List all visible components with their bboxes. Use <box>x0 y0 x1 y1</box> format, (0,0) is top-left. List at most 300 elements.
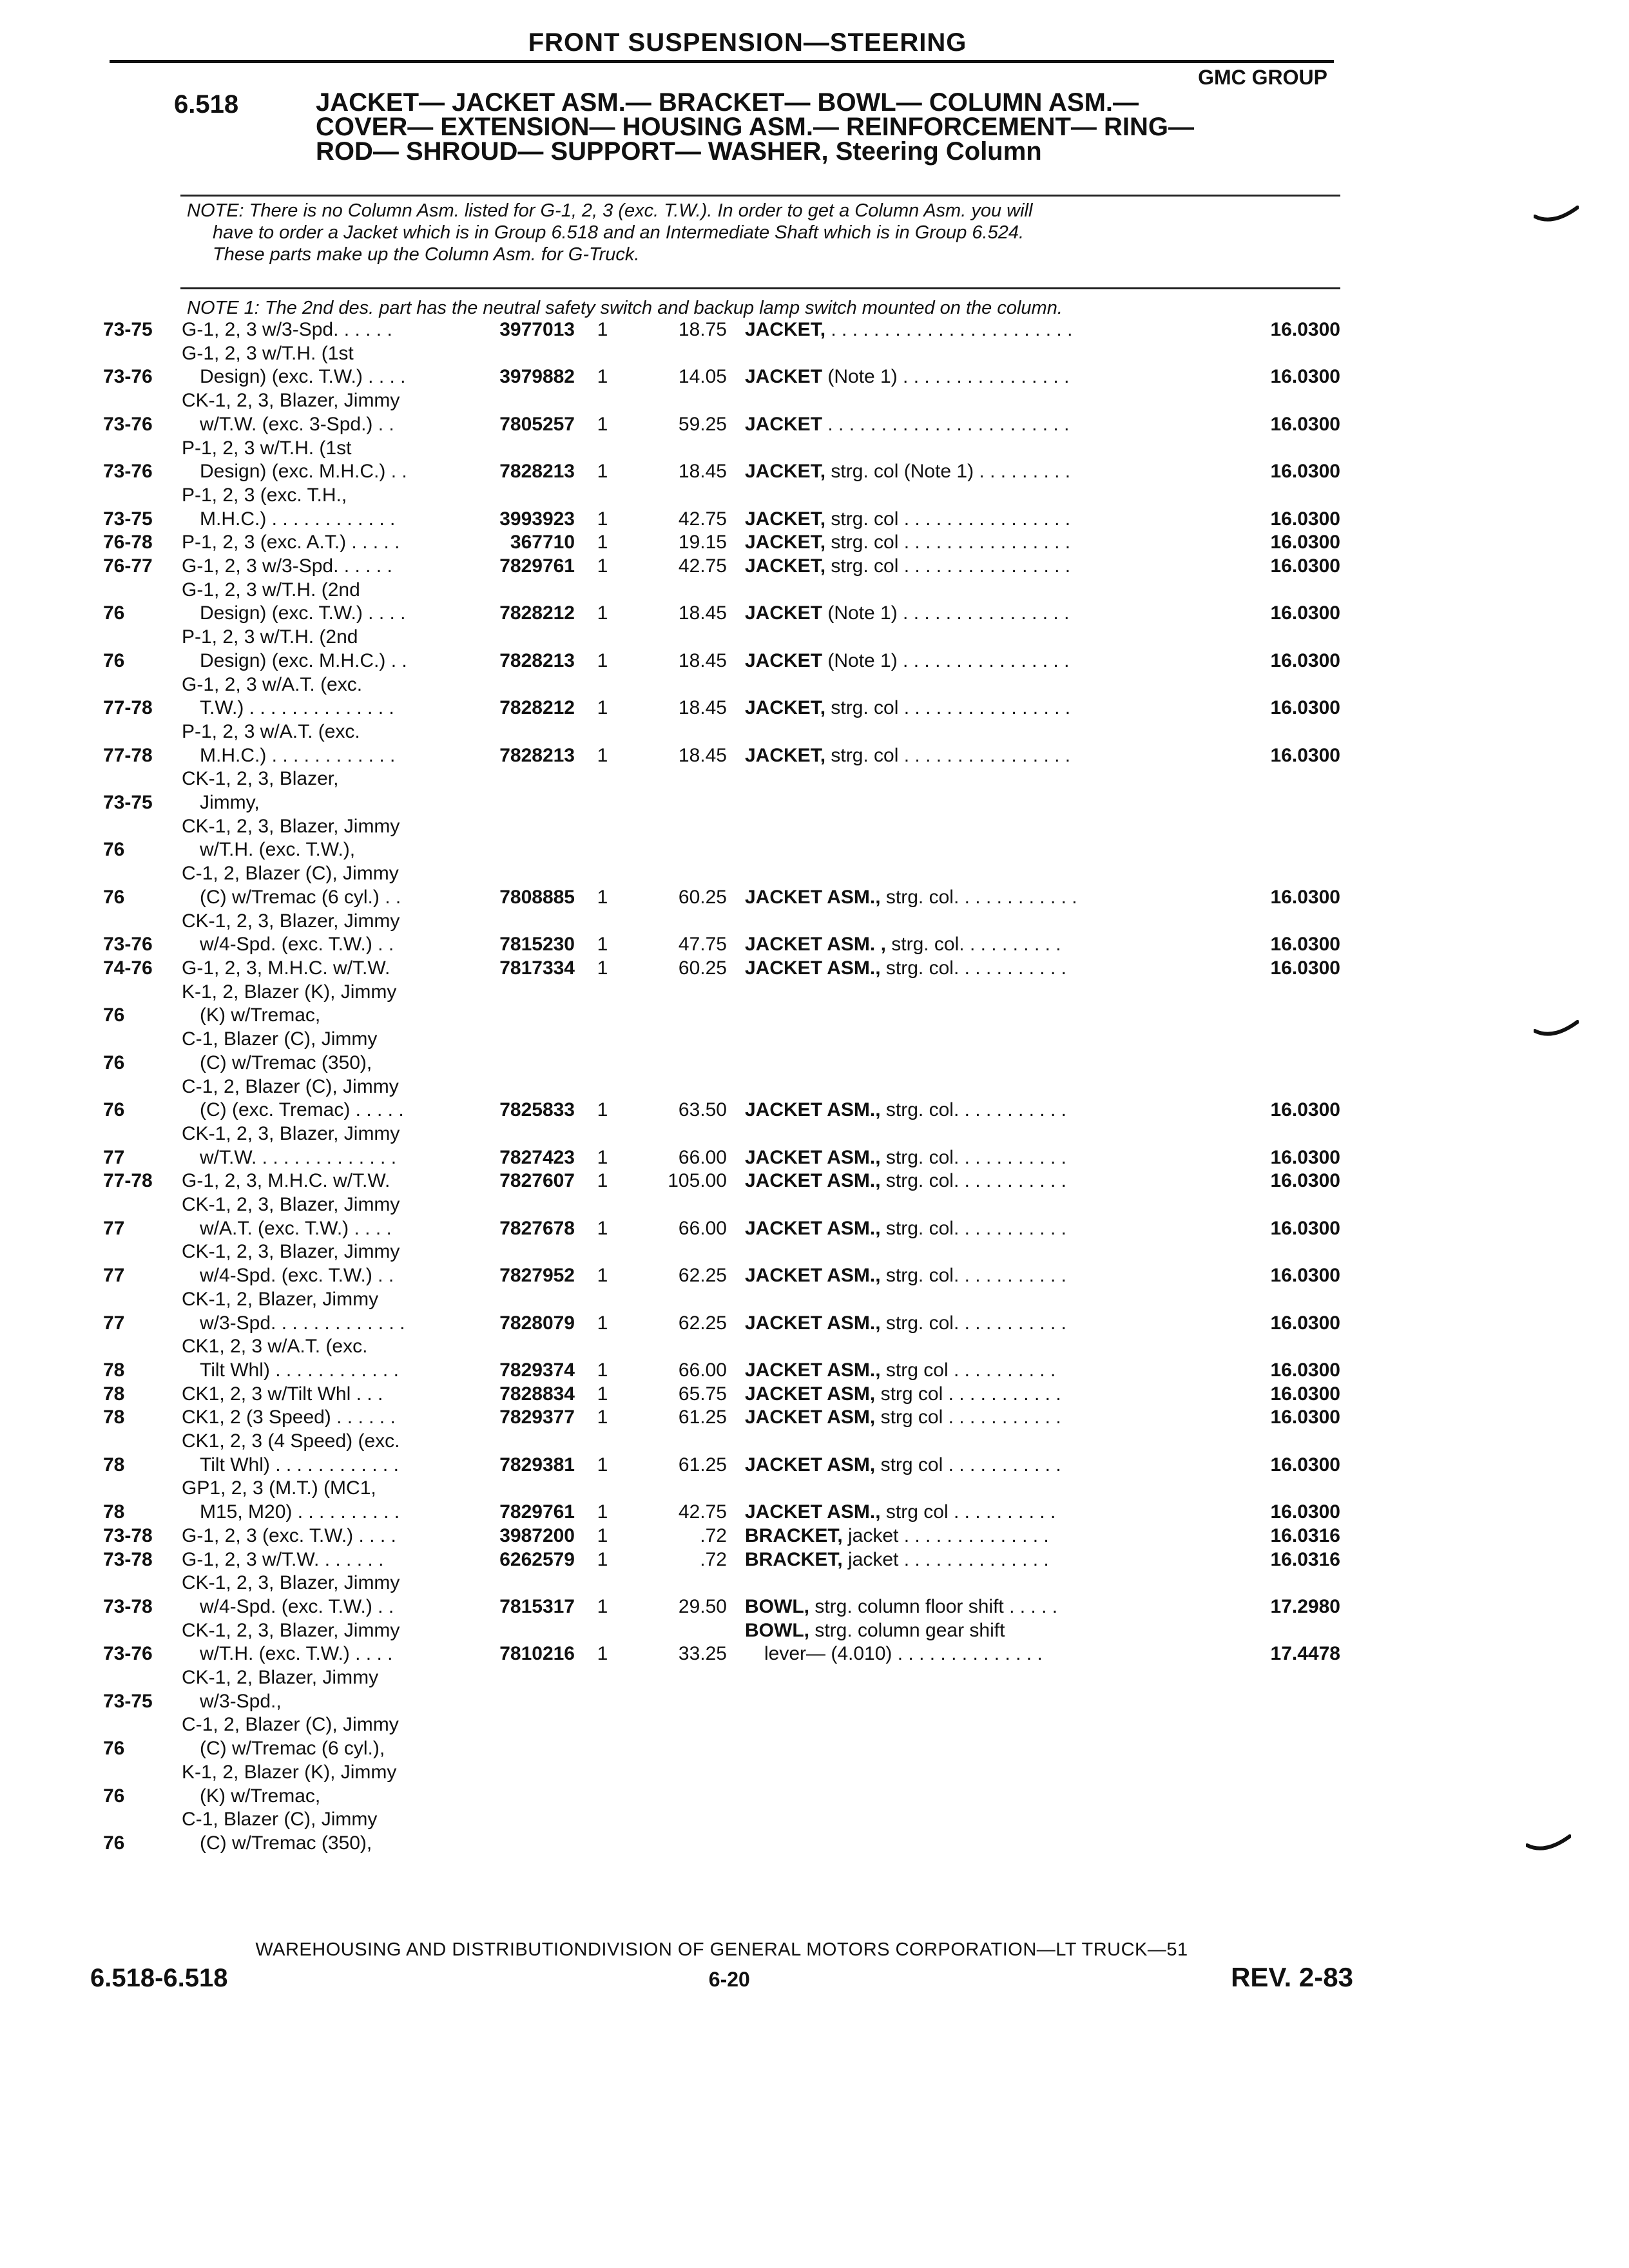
application-line: CK-1, 2, 3, Blazer, Jimmy <box>182 910 400 932</box>
row-quantity: 1 <box>597 1595 608 1617</box>
row-application <box>182 1761 464 1808</box>
part-description: strg. col . . . . . . . . . . . . . . . . <box>825 508 1071 530</box>
application-line: C-1, Blazer (C), Jimmy <box>182 1028 378 1050</box>
row-application <box>182 1666 464 1713</box>
row-application <box>182 555 464 579</box>
row-part-number: 7828834 <box>499 1383 575 1405</box>
row-years: 77 <box>103 1146 125 1168</box>
row-years: 78 <box>103 1383 125 1405</box>
row-part-number: 7827952 <box>499 1265 575 1287</box>
part-name: JACKET ASM., <box>745 1312 881 1334</box>
table-row <box>103 1169 1340 1193</box>
application-line: M.H.C.) . . . . . . . . . . . . <box>200 744 396 766</box>
part-description: strg col . . . . . . . . . . . <box>875 1383 1061 1405</box>
part-name: JACKET, <box>745 697 826 719</box>
application-line: P-1, 2, 3 (exc. T.H., <box>182 484 347 506</box>
application-line: Tilt Whl) . . . . . . . . . . . . <box>200 1359 399 1381</box>
row-catalog-number: 16.0300 <box>1270 319 1340 340</box>
row-years: 73-75 <box>103 319 153 340</box>
row-catalog-number <box>1217 1808 1340 1855</box>
row-catalog-number: 16.0300 <box>1270 1454 1340 1475</box>
part-description: (Note 1) . . . . . . . . . . . . . . . . <box>822 602 1070 624</box>
part-description: strg. col. . . . . . . . . . . <box>880 1170 1066 1192</box>
row-part-number <box>464 1713 575 1760</box>
application-line: C-1, 2, Blazer (C), Jimmy <box>182 863 399 885</box>
row-price: 18.75 <box>678 319 727 340</box>
row-years: 76 <box>103 886 125 908</box>
row-application <box>182 1571 464 1619</box>
application-line: w/4-Spd. (exc. T.W.) . . <box>200 934 394 956</box>
row-description <box>727 1288 1217 1335</box>
row-price: 60.25 <box>678 957 727 979</box>
row-application <box>182 531 464 555</box>
table-row <box>103 1761 1340 1808</box>
row-catalog-number: 16.0316 <box>1270 1548 1340 1570</box>
row-application <box>182 1548 464 1572</box>
row-description <box>727 1666 1217 1713</box>
row-part-number <box>464 1808 575 1855</box>
row-part-number: 7815230 <box>499 934 575 956</box>
application-line: G-1, 2, 3 w/3-Spd. . . . . . <box>182 555 392 577</box>
row-years: 76-77 <box>103 555 153 577</box>
row-quantity <box>575 767 630 814</box>
row-application <box>182 1477 464 1524</box>
row-quantity <box>575 815 630 862</box>
row-description <box>727 1761 1217 1808</box>
row-description <box>727 531 1217 555</box>
note-1: NOTE 1: The 2nd des. part has the neutral safety switch and backup lamp switch mounted on the column. <box>187 298 1063 318</box>
part-description: strg. col . . . . . . . . . . . . . . . . <box>825 697 1071 719</box>
row-price: 14.05 <box>678 366 727 388</box>
row-price <box>630 1808 727 1855</box>
row-price: 105.00 <box>668 1170 727 1192</box>
part-name: JACKET, <box>745 744 826 766</box>
table-row <box>103 1288 1340 1335</box>
application-line: G-1, 2, 3 w/T.H. (2nd <box>182 579 360 601</box>
row-description <box>727 1028 1217 1075</box>
row-description <box>727 1548 1217 1572</box>
note-rule <box>180 287 1340 289</box>
row-quantity: 1 <box>597 413 608 435</box>
row-years: 78 <box>103 1407 125 1428</box>
application-line: CK-1, 2, 3, Blazer, Jimmy <box>182 815 400 837</box>
row-application <box>182 1430 464 1477</box>
application-line: w/4-Spd. (exc. T.W.) . . <box>200 1265 394 1287</box>
application-line: CK-1, 2, 3, Blazer, <box>182 768 339 790</box>
footer-division-line: WAREHOUSING AND DISTRIBUTIONDIVISION OF GENERAL MOTORS CORPORATION—LT TRUCK—51 <box>255 1939 1188 1960</box>
row-years: 76 <box>103 649 125 671</box>
row-part-number: 7829377 <box>499 1407 575 1428</box>
row-catalog-number: 16.0300 <box>1270 508 1340 530</box>
row-description <box>727 626 1217 673</box>
row-description <box>727 910 1217 957</box>
row-application <box>182 1240 464 1287</box>
application-line: P-1, 2, 3 w/T.H. (1st <box>182 437 352 459</box>
row-years: 73-76 <box>103 934 153 956</box>
row-description <box>727 1524 1217 1548</box>
row-catalog-number <box>1217 815 1340 862</box>
table-row <box>103 1477 1340 1524</box>
row-catalog-number: 16.0300 <box>1270 957 1340 979</box>
part-description: strg. col. . . . . . . . . . . . <box>880 886 1077 908</box>
row-part-number: 7829381 <box>499 1454 575 1475</box>
part-description: strg. col . . . . . . . . . . . . . . . . <box>825 532 1071 553</box>
row-quantity: 1 <box>597 1524 608 1546</box>
application-line: (C) w/Tremac (350), <box>200 1052 372 1073</box>
table-row <box>103 1193 1340 1240</box>
section-rule <box>180 195 1340 197</box>
row-application <box>182 910 464 957</box>
part-description: (Note 1) . . . . . . . . . . . . . . . . <box>822 366 1070 388</box>
application-line: G-1, 2, 3, M.H.C. w/T.W. <box>182 957 390 979</box>
row-description <box>727 720 1217 767</box>
row-price: 29.50 <box>678 1595 727 1617</box>
row-part-number: 7829761 <box>499 555 575 577</box>
part-description: strg. column floor shift . . . . . <box>809 1595 1058 1617</box>
application-line: CK-1, 2, 3, Blazer, Jimmy <box>182 1619 400 1641</box>
row-price: 18.45 <box>678 744 727 766</box>
footer-row <box>90 1962 1353 1993</box>
row-price: 62.25 <box>678 1312 727 1334</box>
application-line: CK-1, 2, 3, Blazer, Jimmy <box>182 1122 400 1144</box>
row-catalog-number: 16.0300 <box>1270 532 1340 553</box>
row-quantity: 1 <box>597 1170 608 1192</box>
row-price: 18.45 <box>678 649 727 671</box>
row-part-number: 367710 <box>510 532 575 553</box>
application-line: Design) (exc. T.W.) . . . . <box>200 366 406 388</box>
row-application <box>182 1335 464 1382</box>
binder-mark-icon <box>1534 205 1579 224</box>
part-name: JACKET ASM, <box>745 1383 876 1405</box>
table-row <box>103 531 1340 555</box>
row-years: 78 <box>103 1454 125 1475</box>
row-catalog-number <box>1217 1761 1340 1808</box>
row-price <box>630 1713 727 1760</box>
row-quantity: 1 <box>597 1217 608 1239</box>
row-application <box>182 437 464 484</box>
part-name: JACKET, <box>745 319 826 340</box>
section-title-line: JACKET— JACKET ASM.— BRACKET— BOWL— COLUMN ASM.— <box>316 88 1139 117</box>
table-row <box>103 815 1340 862</box>
row-price: 19.15 <box>678 532 727 553</box>
row-price: 66.00 <box>678 1217 727 1239</box>
table-row <box>103 555 1340 579</box>
table-row <box>103 389 1340 436</box>
row-description <box>727 1406 1217 1430</box>
part-description: strg. col. . . . . . . . . . . <box>880 1217 1066 1239</box>
table-row <box>103 957 1340 981</box>
row-years: 73-78 <box>103 1548 153 1570</box>
row-application <box>182 767 464 814</box>
row-catalog-number: 16.0300 <box>1270 934 1340 956</box>
row-application <box>182 484 464 531</box>
row-years: 76 <box>103 1738 125 1760</box>
application-line: G-1, 2, 3 w/T.H. (1st <box>182 342 354 364</box>
row-price: 62.25 <box>678 1265 727 1287</box>
row-quantity: 1 <box>597 1501 608 1523</box>
application-line: Design) (exc. M.H.C.) . . <box>200 649 407 671</box>
row-part-number: 6262579 <box>499 1548 575 1570</box>
row-catalog-number <box>1217 1028 1340 1075</box>
row-part-number: 7827607 <box>499 1170 575 1192</box>
row-price: 60.25 <box>678 886 727 908</box>
row-description <box>727 437 1217 484</box>
part-name: JACKET <box>745 602 823 624</box>
row-price: 59.25 <box>678 413 727 435</box>
part-name: JACKET <box>745 413 823 435</box>
row-description <box>727 1169 1217 1193</box>
application-line: w/A.T. (exc. T.W.) . . . . <box>200 1217 392 1239</box>
application-line: w/3-Spd. . . . . . . . . . . . . <box>200 1312 405 1334</box>
table-row <box>103 1808 1340 1855</box>
part-description: strg. col. . . . . . . . . . . <box>880 1099 1066 1121</box>
row-price: .72 <box>700 1548 727 1570</box>
row-quantity: 1 <box>597 1643 608 1665</box>
application-line: P-1, 2, 3 w/A.T. (exc. <box>182 720 360 742</box>
row-price <box>630 1761 727 1808</box>
row-description <box>727 815 1217 862</box>
row-quantity: 1 <box>597 1359 608 1381</box>
row-years: 77-78 <box>103 744 153 766</box>
row-quantity: 1 <box>597 1265 608 1287</box>
application-line: P-1, 2, 3 (exc. A.T.) . . . . . <box>182 532 400 553</box>
row-catalog-number: 16.0300 <box>1270 1501 1340 1523</box>
parts-table <box>103 318 1340 1856</box>
application-line: CK-1, 2, 3, Blazer, Jimmy <box>182 1572 400 1594</box>
row-application <box>182 1193 464 1240</box>
row-catalog-number: 16.0300 <box>1270 461 1340 483</box>
row-years: 73-78 <box>103 1595 153 1617</box>
row-price: 42.75 <box>678 1501 727 1523</box>
parts-body <box>103 318 1340 1856</box>
part-description: strg. col. . . . . . . . . . . <box>880 1265 1066 1287</box>
part-name: JACKET ASM., <box>745 1170 881 1192</box>
part-name: JACKET, <box>745 508 826 530</box>
row-catalog-number: 16.0300 <box>1270 413 1340 435</box>
row-description <box>727 1808 1217 1855</box>
application-line: Design) (exc. T.W.) . . . . <box>200 602 406 624</box>
row-quantity: 1 <box>597 602 608 624</box>
row-application <box>182 862 464 909</box>
row-description <box>727 1193 1217 1240</box>
row-application <box>182 389 464 436</box>
row-years: 73-76 <box>103 1643 153 1665</box>
application-line: K-1, 2, Blazer (K), Jimmy <box>182 981 397 1003</box>
row-quantity <box>575 1808 630 1855</box>
section-title-line: COVER— EXTENSION— HOUSING ASM.— REINFORCEMENT— RING— <box>316 113 1195 141</box>
row-price: 61.25 <box>678 1407 727 1428</box>
row-years: 74-76 <box>103 957 153 979</box>
table-row <box>103 720 1340 767</box>
row-part-number: 7828079 <box>499 1312 575 1334</box>
part-name: JACKET, <box>745 532 826 553</box>
row-catalog-number: 17.4478 <box>1270 1643 1340 1665</box>
row-description <box>727 1240 1217 1287</box>
part-name: BOWL, <box>745 1595 809 1617</box>
row-quantity: 1 <box>597 555 608 577</box>
application-line: T.W.) . . . . . . . . . . . . . . <box>200 697 394 719</box>
row-catalog-number: 16.0300 <box>1270 886 1340 908</box>
row-catalog-number: 16.0300 <box>1270 1359 1340 1381</box>
part-name: JACKET ASM., <box>745 1099 881 1121</box>
row-catalog-number: 16.0300 <box>1270 1312 1340 1334</box>
table-row <box>103 318 1340 342</box>
row-quantity <box>575 1028 630 1075</box>
part-description: (Note 1) . . . . . . . . . . . . . . . . <box>822 649 1070 671</box>
row-description <box>727 555 1217 579</box>
row-quantity: 1 <box>597 1383 608 1405</box>
row-price <box>630 767 727 814</box>
row-price <box>630 815 727 862</box>
row-years: 73-78 <box>103 1524 153 1546</box>
table-row <box>103 1122 1340 1169</box>
row-years: 78 <box>103 1359 125 1381</box>
row-quantity: 1 <box>597 886 608 908</box>
row-quantity: 1 <box>597 934 608 956</box>
row-part-number <box>464 815 575 862</box>
footer-revision: REV. 2-83 <box>1231 1962 1353 1992</box>
row-quantity: 1 <box>597 532 608 553</box>
row-quantity: 1 <box>597 1407 608 1428</box>
row-application <box>182 1028 464 1075</box>
part-description: strg col . . . . . . . . . . . <box>875 1407 1061 1428</box>
application-line: C-1, Blazer (C), Jimmy <box>182 1809 378 1831</box>
row-years: 77 <box>103 1312 125 1334</box>
row-years: 73-75 <box>103 792 153 814</box>
row-years: 73-75 <box>103 508 153 530</box>
row-part-number: 7827423 <box>499 1146 575 1168</box>
row-application <box>182 673 464 720</box>
binder-mark-icon <box>1534 1019 1579 1039</box>
section-title <box>316 90 1321 164</box>
note-line: These parts make up the Column Asm. for G-Truck. <box>213 244 640 265</box>
row-years: 76 <box>103 1004 125 1026</box>
row-description <box>727 1335 1217 1382</box>
table-row <box>103 1430 1340 1477</box>
row-part-number: 7828212 <box>499 697 575 719</box>
row-quantity <box>575 1666 630 1713</box>
row-quantity: 1 <box>597 697 608 719</box>
table-row <box>103 1406 1340 1430</box>
application-line: CK-1, 2, Blazer, Jimmy <box>182 1288 379 1310</box>
page-footer <box>90 1939 1353 1993</box>
table-row <box>103 1240 1340 1287</box>
application-line: G-1, 2, 3 w/3-Spd. . . . . . <box>182 319 392 340</box>
row-description <box>727 1619 1217 1666</box>
row-years: 76 <box>103 602 125 624</box>
page-header <box>110 28 1334 90</box>
table-row <box>103 1075 1340 1122</box>
row-part-number: 7828213 <box>499 744 575 766</box>
part-name: JACKET <box>745 649 823 671</box>
row-application <box>182 957 464 981</box>
table-row <box>103 1666 1340 1713</box>
row-catalog-number: 16.0300 <box>1270 744 1340 766</box>
application-line: CK-1, 2, 3, Blazer, Jimmy <box>182 1241 400 1263</box>
table-row <box>103 1619 1340 1666</box>
table-row <box>103 1335 1340 1382</box>
row-part-number <box>464 1761 575 1808</box>
row-part-number: 7805257 <box>499 413 575 435</box>
row-years: 77-78 <box>103 1170 153 1192</box>
row-description <box>727 673 1217 720</box>
part-name: JACKET ASM., <box>745 1265 881 1287</box>
table-row <box>103 484 1340 531</box>
part-description: strg col . . . . . . . . . . <box>880 1359 1056 1381</box>
row-part-number: 7827678 <box>499 1217 575 1239</box>
row-part-number: 3993923 <box>499 508 575 530</box>
row-years: 76 <box>103 839 125 861</box>
part-description: . . . . . . . . . . . . . . . . . . . . . . . <box>822 413 1070 435</box>
row-price: 65.75 <box>678 1383 727 1405</box>
row-quantity <box>575 1761 630 1808</box>
row-years: 76 <box>103 1099 125 1121</box>
note-line: have to order a Jacket which is in Group 6.518 and an Intermediate Shaft which is in Group 6.524. <box>213 222 1025 243</box>
binder-mark-icon <box>1526 1834 1571 1853</box>
part-name: JACKET ASM, <box>745 1454 876 1475</box>
row-catalog-number: 16.0300 <box>1270 697 1340 719</box>
row-description <box>727 389 1217 436</box>
row-catalog-number: 16.0300 <box>1270 1170 1340 1192</box>
application-line: (C) w/Tremac (350), <box>200 1832 372 1854</box>
row-years: 76 <box>103 1052 125 1073</box>
row-description <box>727 957 1217 981</box>
row-price: 47.75 <box>678 934 727 956</box>
row-catalog-number <box>1217 1713 1340 1760</box>
part-description-continued: lever— (4.010) . . . . . . . . . . . . . . <box>764 1643 1043 1665</box>
part-name: JACKET ASM., <box>745 957 881 979</box>
table-row <box>103 437 1340 484</box>
row-part-number: 7817334 <box>499 957 575 979</box>
row-description <box>727 1383 1217 1407</box>
application-line: CK1, 2, 3 (4 Speed) (exc. <box>182 1430 400 1452</box>
part-description: strg. col. . . . . . . . . . . <box>880 1312 1066 1334</box>
row-quantity: 1 <box>597 1312 608 1334</box>
row-price: 42.75 <box>678 508 727 530</box>
row-application <box>182 1713 464 1760</box>
row-description <box>727 342 1217 389</box>
row-part-number: 7825833 <box>499 1099 575 1121</box>
row-catalog-number: 16.0300 <box>1270 1099 1340 1121</box>
part-name: JACKET ASM. , <box>745 934 886 956</box>
application-line: M.H.C.) . . . . . . . . . . . . <box>200 508 396 530</box>
row-application <box>182 981 464 1028</box>
footer-page-number: 6-20 <box>708 1968 750 1991</box>
row-application <box>182 1122 464 1169</box>
row-quantity: 1 <box>597 1099 608 1121</box>
part-description: strg. column gear shift <box>809 1619 1005 1641</box>
table-row <box>103 981 1340 1028</box>
row-application <box>182 1808 464 1855</box>
row-application <box>182 318 464 342</box>
row-part-number <box>464 767 575 814</box>
row-description <box>727 579 1217 626</box>
row-description <box>727 318 1217 342</box>
row-part-number <box>464 1028 575 1075</box>
row-quantity: 1 <box>597 1146 608 1168</box>
application-line: G-1, 2, 3 w/T.W. . . . . . . <box>182 1548 384 1570</box>
application-line: Design) (exc. M.H.C.) . . <box>200 461 407 483</box>
part-description: jacket . . . . . . . . . . . . . . <box>842 1524 1049 1546</box>
row-years: 73-75 <box>103 1690 153 1712</box>
application-line: CK1, 2, 3 w/Tilt Whl . . . <box>182 1383 383 1405</box>
part-name: JACKET ASM., <box>745 886 881 908</box>
row-part-number: 7829761 <box>499 1501 575 1523</box>
application-line: w/T.H. (exc. T.W.), <box>200 839 356 861</box>
row-catalog-number: 16.0316 <box>1270 1524 1340 1546</box>
part-name: JACKET ASM., <box>745 1359 881 1381</box>
application-line: G-1, 2, 3, M.H.C. w/T.W. <box>182 1170 390 1192</box>
